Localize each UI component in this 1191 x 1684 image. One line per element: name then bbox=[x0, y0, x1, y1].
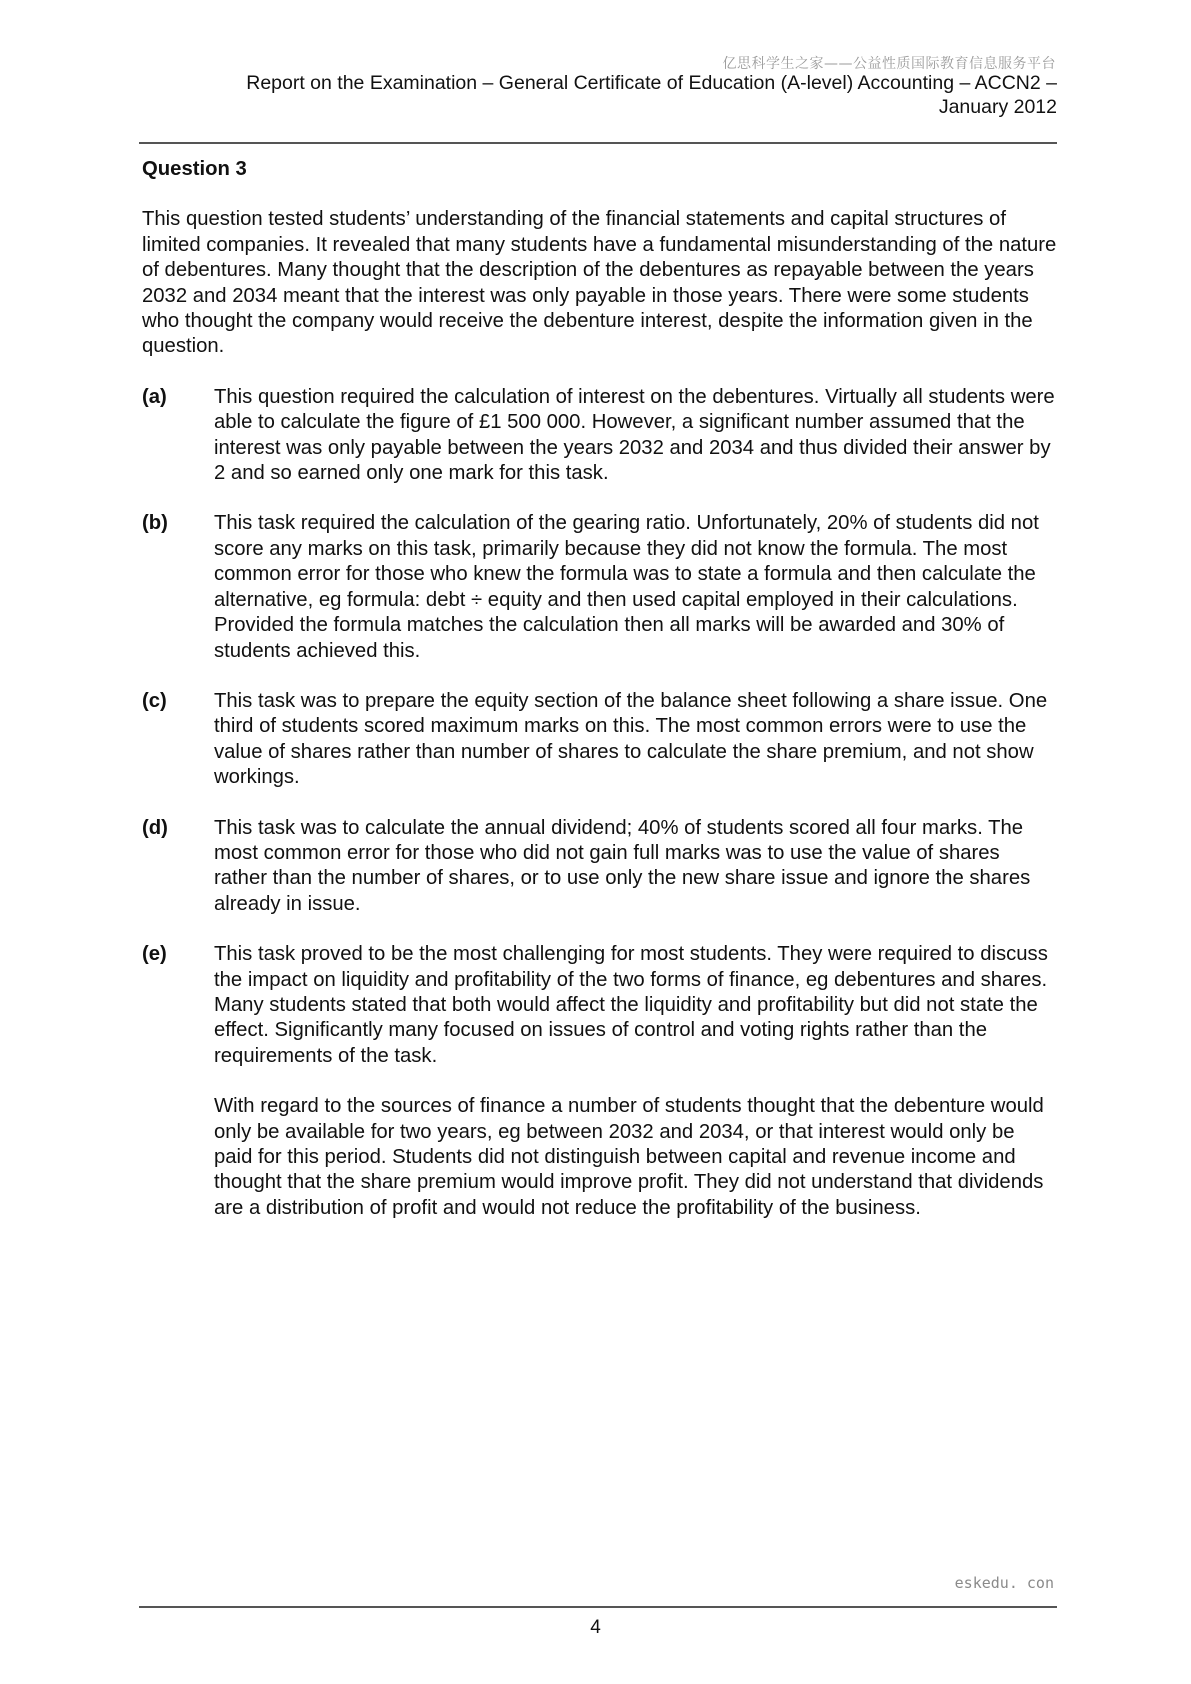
page-content bbox=[142, 157, 1057, 1246]
part-c bbox=[142, 689, 1057, 791]
question-title: Question 3 bbox=[142, 158, 247, 180]
part-label: (e) bbox=[142, 943, 167, 966]
part-body bbox=[214, 942, 1057, 1221]
part-body bbox=[214, 689, 1057, 791]
report-header bbox=[157, 71, 1057, 119]
part-body bbox=[214, 385, 1057, 487]
question-intro: This question tested students’ understanding of the financial statements and capital structures of limited companies. It revealed that many students have a fundamental misunderstanding of the nature of debentures. Many thought that the description of the debentures as repayable between the years 2032 and 2034 meant that the interest was only payable in those years. There were some students who thought the company would receive the debenture interest, despite the information given in the question. bbox=[142, 208, 1057, 358]
part-label: (d) bbox=[142, 816, 168, 839]
part-body bbox=[214, 816, 1057, 918]
part-body bbox=[214, 511, 1057, 663]
part-b bbox=[142, 511, 1057, 663]
header-divider bbox=[139, 142, 1057, 144]
part-label: (b) bbox=[142, 512, 168, 535]
footer-watermark: eskedu. con bbox=[954, 1574, 1054, 1592]
part-paragraph: This task was to prepare the equity section of the balance sheet following a share issue. One third of students scored maximum marks on this. The most common errors were to use the value of shares rather than number of shares to calculate the share premium, and not show workings. bbox=[214, 689, 1048, 789]
page-number: 4 bbox=[590, 1617, 601, 1638]
part-a bbox=[142, 385, 1057, 487]
header-watermark: 亿思科学生之家——公益性质国际教育信息服务平台 bbox=[722, 56, 1056, 72]
part-d bbox=[142, 816, 1057, 918]
part-label: (c) bbox=[142, 689, 167, 712]
part-paragraph: This task was to calculate the annual dividend; 40% of students scored all four marks. The most common error for those who did not gain full marks was to use the value of shares rather than the number of shares, or to use only the new share issue and ignore the shares already in issue. bbox=[214, 816, 1031, 915]
footer-divider bbox=[139, 1606, 1057, 1608]
part-e bbox=[142, 942, 1057, 1221]
part-paragraph: This task proved to be the most challenging for most students. They were required to discuss the impact on liquidity and profitability of the two forms of finance, eg debentures and shares. Many students stated that both would affect the liquidity and profitability but did not state the effect. Significantly many focused on issues of control and voting rights rather than the requirements of the task. bbox=[214, 943, 1048, 1067]
report-header-line-2: January 2012 bbox=[938, 96, 1057, 118]
part-paragraph: This question required the calculation of interest on the debentures. Virtually all students were able to calculate the figure of £1 500 000. However, a significant number assumed that the interest was only payable between the years 2032 and 2034 and thus divided their answer by 2 and so earned only one mark for this task. bbox=[214, 385, 1055, 485]
part-paragraph: This task required the calculation of the gearing ratio. Unfortunately, 20% of students did not score any marks on this task, primarily because they did not know the formula. The most common error for those who knew the formula was to state a formula and then calculate the alternative, eg formula: debt ÷ equity and then used capital employed in their calculations. Provided the formula matches the calculation then all marks will be awarded and 30% of students achieved this. bbox=[214, 512, 1039, 662]
part-paragraph: With regard to the sources of finance a number of students thought that the debenture would only be available for two years, eg between 2032 and 2034, or that interest would only be paid for this period. Students did not distinguish between capital and revenue income and thought that the share premium would improve profit. They did not understand that dividends are a distribution of profit and would not reduce the profitability of the business. bbox=[214, 1095, 1044, 1219]
part-label: (a) bbox=[142, 385, 167, 408]
report-header-line-1: Report on the Examination – General Certificate of Education (A-level) Accounting – ACCN2 – bbox=[246, 72, 1057, 94]
